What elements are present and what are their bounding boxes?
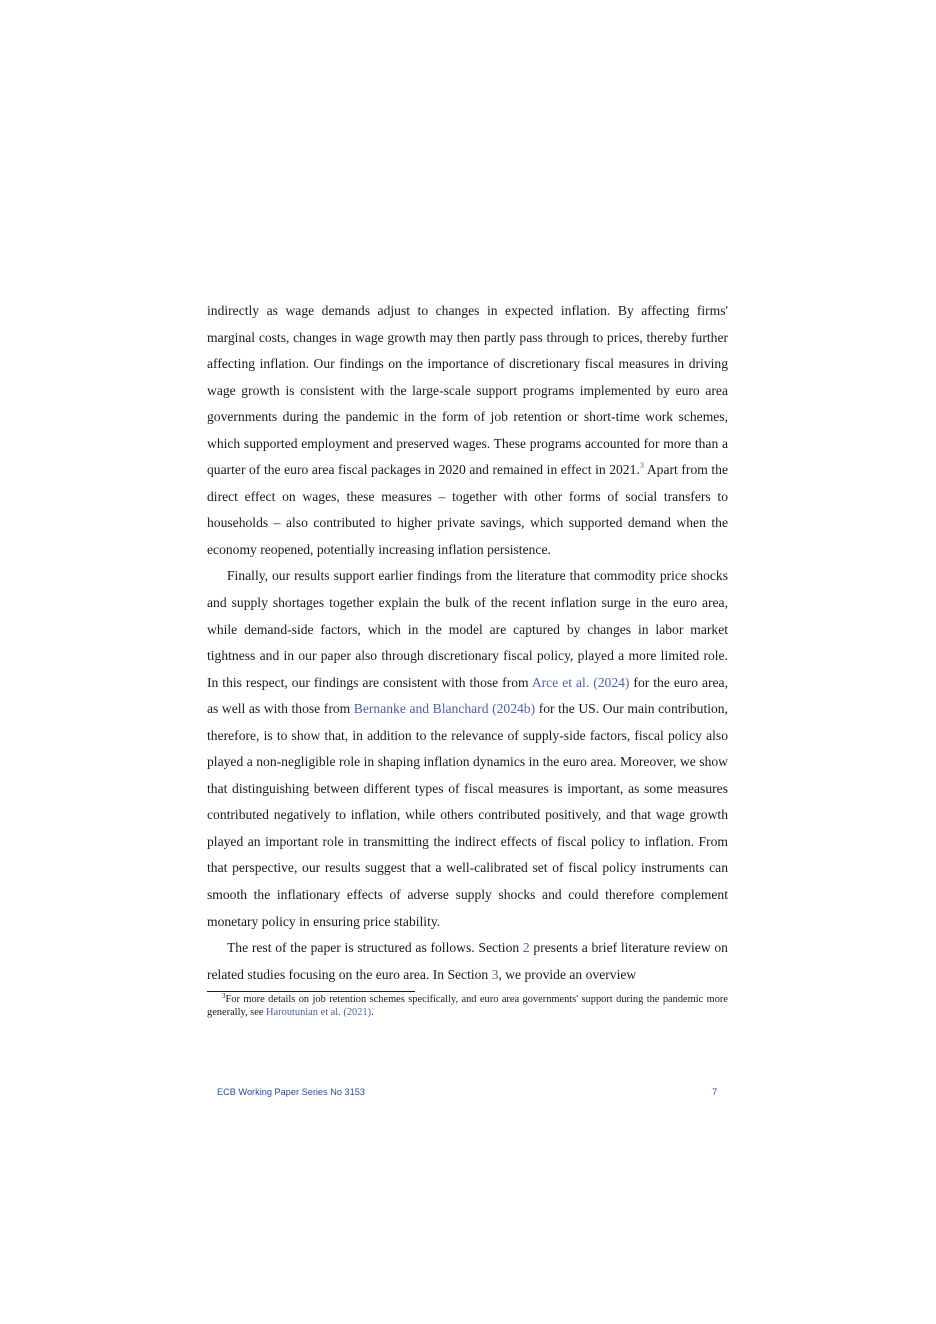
paragraph-2-text-b: for the euro area, as well as with those from xyxy=(207,674,728,717)
citation-haroutunian-2021[interactable]: Haroutunian et al. (2021) xyxy=(266,1007,372,1019)
footer-page-number: 7 xyxy=(712,1087,718,1097)
footnote-3 xyxy=(207,993,728,1019)
footnote-3-text-b: . xyxy=(371,1007,374,1019)
paragraph-2-text-c: for the US. Our main contribution, therefore, is to show that, in addition to the relevance of supply-side factors, fiscal policy also played a non-negligible role in shaping inflation dynamics in the euro area. Moreover, we show that distinguishing between different types of fiscal measures is important, as some measures contributed negatively to inflation, while others contributed positively, and that wage growth played an important role in transmitting the indirect effects of fiscal policy to inflation. From that perspective, our results suggest that a well-calibrated set of fiscal policy instruments can smooth the inflationary effects of adverse supply shocks and could therefore complement monetary policy in ensuring price stability. xyxy=(207,701,728,929)
paragraph-2 xyxy=(207,563,728,935)
footer-series-title: ECB Working Paper Series No 3153 xyxy=(217,1087,365,1097)
main-text xyxy=(207,298,728,988)
footnote-3-number: 3 xyxy=(222,992,226,1000)
paragraph-3 xyxy=(207,935,728,988)
section-3-link[interactable]: 3 xyxy=(491,966,499,982)
section-2-link[interactable]: 2 xyxy=(522,940,530,956)
paragraph-3-text-a: The rest of the paper is structured as follows. Section xyxy=(227,940,523,956)
paragraph-3-text-c: , we provide an overview xyxy=(498,966,637,982)
citation-arce-2024[interactable]: Arce et al. (2024) xyxy=(531,674,630,690)
paragraph-2-text-a: Finally, our results support earlier findings from the literature that commodity price shocks and supply shortages together explain the bulk of the recent inflation surge in the euro area, while demand-side factors, which in the model are captured by changes in labor market tightness and in our paper also through discretionary fiscal policy, played a more limited role. In this respect, our findings are consistent with those from xyxy=(207,568,728,690)
paragraph-1 xyxy=(207,298,728,563)
paragraph-3-text-b: presents a brief literature review on related studies focusing on the euro area. In Section xyxy=(207,940,728,982)
footnote-3-marker[interactable]: 3 xyxy=(639,460,645,471)
paragraph-1-text-b: Apart from the direct effect on wages, these measures – together with other forms of social transfers to households – also contributed to higher private savings, which supported demand when the economy reopened, potentially increasing inflation persistence. xyxy=(207,462,728,557)
citation-bernanke-blanchard-2024b[interactable]: Bernanke and Blanchard (2024b) xyxy=(353,701,536,717)
footnote-3-text-a: For more details on job retention schemes specifically, and euro area governments' support during the pandemic more generally, see xyxy=(207,994,728,1019)
paragraph-1-text-a: indirectly as wage demands adjust to changes in expected inflation. By affecting firms' marginal costs, changes in wage growth may then partly pass through to prices, thereby further affecting inflation. Our findings on the importance of discretionary fiscal measures in driving wage growth is consistent with the large-scale support programs implemented by euro area governments during the pandemic in the form of job retention or short-time work schemes, which supported employment and preserved wages. These programs accounted for more than a quarter of the euro area fiscal packages in 2020 and remained in effect in 2021. xyxy=(207,303,728,478)
footnote-divider xyxy=(207,991,415,992)
